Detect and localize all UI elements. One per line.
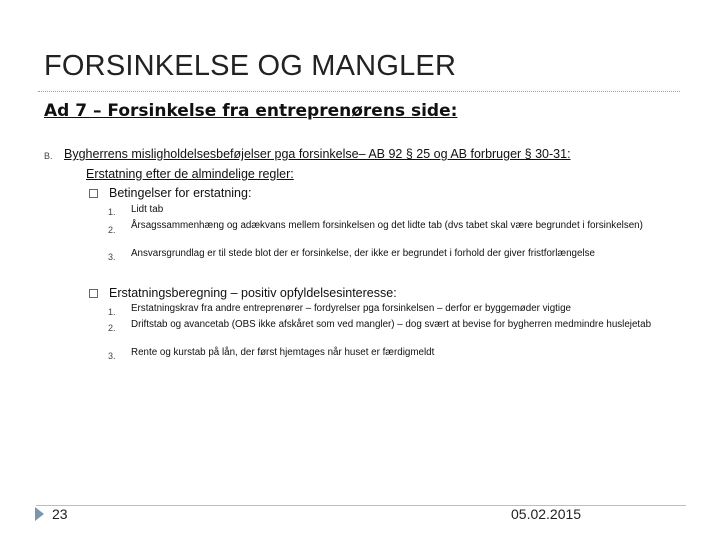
level1-text: Bygherrens misligholdelsesbeføjelser pga forsinkelse– AB 92 § 25 og AB forbruger § 30-31: xyxy=(64,147,571,161)
group2-item3-num: 3. xyxy=(108,351,116,361)
square-bullet-icon xyxy=(89,189,98,198)
footer-divider xyxy=(36,505,686,506)
group2-item3-text: Rente og kurstab på lån, der først hjemtages når huset er færdigmeldt xyxy=(131,347,435,358)
triangle-arrow-icon xyxy=(35,507,44,521)
square-bullet-icon xyxy=(89,289,98,298)
group2-item1-num: 1. xyxy=(108,307,116,317)
group1-item2-text: Årsagssammenhæng og adækvans mellem forsinkelsen og det lidte tab (dvs tabet skal være begrundet i forsinkelsen) xyxy=(131,220,643,231)
group2-heading: Erstatningsberegning – positiv opfyldelsesinteresse: xyxy=(109,286,397,300)
group1-item1-text: Lidt tab xyxy=(131,204,164,215)
group2-item1-text: Erstatningskrav fra andre entreprenører – fordyrelser pga forsinkelsen – derfor er byggemøder vigtige xyxy=(131,303,571,314)
group1-item1-num: 1. xyxy=(108,207,116,217)
group2-item2-num: 2. xyxy=(108,323,116,333)
group1-item2-num: 2. xyxy=(108,225,116,235)
title-divider xyxy=(38,91,680,92)
level1-marker: B. xyxy=(44,151,53,161)
level2-text: Erstatning efter de almindelige regler: xyxy=(86,167,294,181)
group2-item2-text: Driftstab og avancetab (OBS ikke afskåret som ved mangler) – dog svært at bevise for bygherren medmindre huslejetab xyxy=(131,319,652,330)
group1-item3-num: 3. xyxy=(108,252,116,262)
page-number: 23 xyxy=(52,506,68,522)
slide-date: 05.02.2015 xyxy=(511,506,582,522)
slide-subtitle: Ad 7 – Forsinkelse fra entreprenørens side: xyxy=(44,101,458,121)
group1-item3-text: Ansvarsgrundlag er til stede blot der er forsinkelse, der ikke er begrundet i forhold der giver fristforlængelse xyxy=(131,248,595,259)
slide-title: FORSINKELSE OG MANGLER xyxy=(44,50,457,82)
group1-heading: Betingelser for erstatning: xyxy=(109,186,252,200)
